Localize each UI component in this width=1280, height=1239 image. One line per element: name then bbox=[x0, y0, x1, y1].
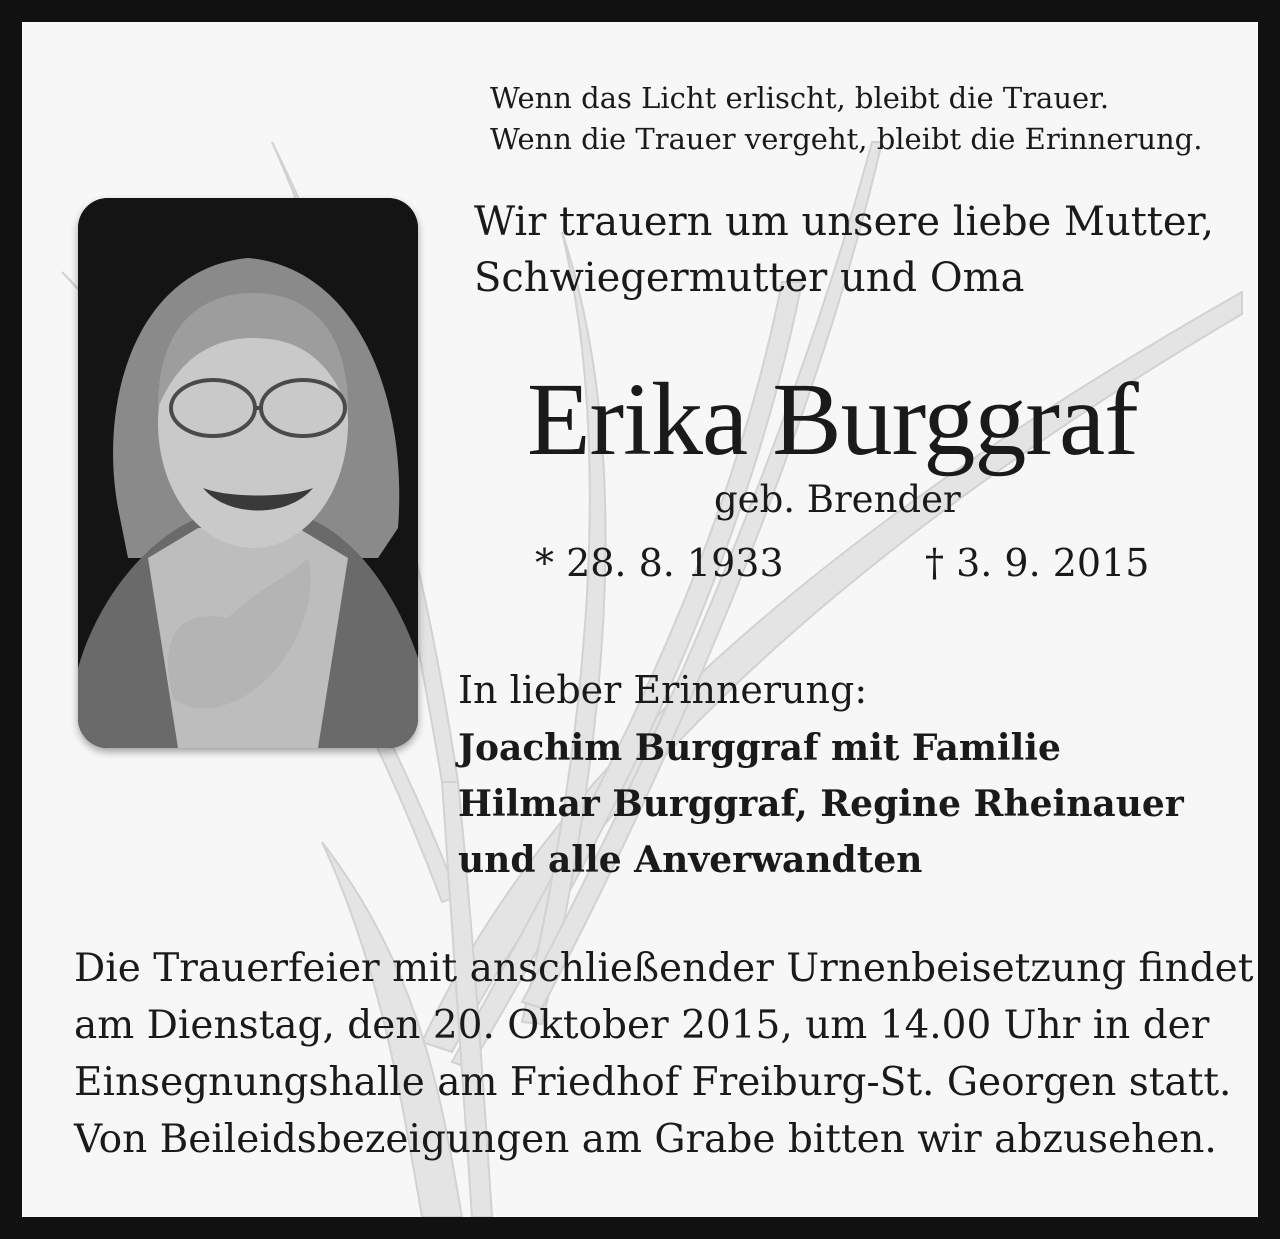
intro-line-1: Wir trauern um unsere liebe Mutter, bbox=[474, 199, 1214, 245]
quote-line-2: Wenn die Trauer vergeht, bleibt die Erinnerung. bbox=[490, 122, 1203, 156]
birth-name: geb. Brender bbox=[714, 478, 961, 521]
service-line: Von Beileidsbezeigungen am Grabe bitten wir abzusehen. bbox=[74, 1117, 1217, 1162]
death-date: † 3. 9. 2015 bbox=[925, 541, 1150, 585]
service-line: am Dienstag, den 20. Oktober 2015, um 14.00 Uhr in der bbox=[74, 1003, 1210, 1048]
intro-line-2: Schwiegermutter und Oma bbox=[474, 255, 1025, 301]
memory-intro: In lieber Erinnerung: bbox=[458, 668, 868, 712]
quote bbox=[490, 78, 1202, 160]
mourner-line: und alle Anverwandten bbox=[458, 839, 923, 881]
mourners-list bbox=[458, 720, 1184, 888]
funeral-service-info bbox=[74, 940, 1253, 1168]
service-line: Einsegnungshalle am Friedhof Freiburg-St. Georgen statt. bbox=[74, 1060, 1232, 1105]
deceased-name: Erika Burggraf bbox=[527, 362, 1138, 477]
service-line: Die Trauerfeier mit anschließender Urnenbeisetzung findet bbox=[74, 946, 1254, 991]
portrait-photo-icon bbox=[78, 198, 418, 748]
mourning-intro bbox=[474, 194, 1214, 306]
mourner-line: Hilmar Burggraf, Regine Rheinauer bbox=[458, 783, 1184, 825]
quote-line-1: Wenn das Licht erlischt, bleibt die Trauer. bbox=[490, 81, 1110, 115]
portrait-photo bbox=[78, 198, 418, 748]
mourner-line: Joachim Burggraf mit Familie bbox=[458, 727, 1061, 769]
birth-date: * 28. 8. 1933 bbox=[535, 541, 784, 585]
